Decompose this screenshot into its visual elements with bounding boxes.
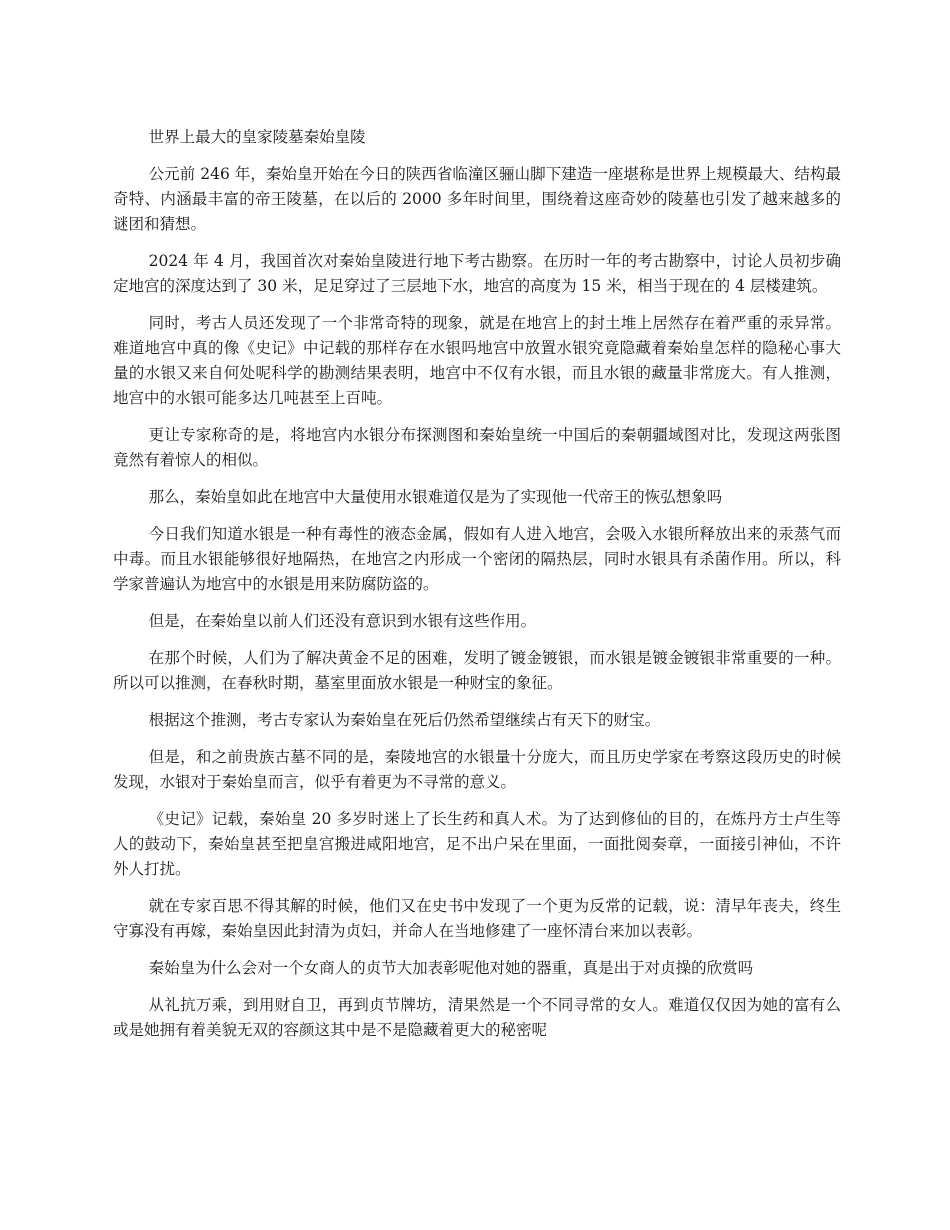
paragraph: 根据这个推测，考古专家认为秦始皇在死后仍然希望继续占有天下的财宝。 (148, 711, 661, 729)
paragraph: 那么，秦始皇如此在地宫中大量使用水银难道仅是为了实现他一代帝王的恢弘想象吗 (148, 488, 723, 506)
paragraph: 但是，在秦始皇以前人们还没有意识到水银有这些作用。 (148, 612, 537, 630)
paragraph: 就在专家百思不得其解的时候，他们又在史书中发现了一个更为反常的记载，说：清早年丧夫，终生守寡没有再嫁，秦始皇因此封清为贞妇，并命人在当地修建了一座怀清台来加以表彰。 (113, 897, 841, 940)
document-title: 世界上最大的皇家陵墓秦始皇陵 (148, 128, 366, 146)
paragraph: 同时，考古人员还发现了一个非常奇特的现象，就是在地宫上的封土堆上居然存在着严重的汞异常。难道地宫中真的像《史记》中记载的那样存在水银吗地宫中放置水银究竟隐藏着秦始皇怎样的隐秘心事大量的水银又来自何处呢科学的勘测结果表明，地宫中不仅有水银，而且水银的藏量非常庞大。有人推测，地宫中的水银可能多达几吨甚至上百吨。 (113, 314, 841, 407)
paragraph: 但是，和之前贵族古墓不同的是，秦陵地宫的水银量十分庞大，而且历史学家在考察这段历史的时候发现，水银对于秦始皇而言，似乎有着更为不寻常的意义。 (113, 748, 841, 791)
paragraph: 在那个时候，人们为了解决黄金不足的困难，发明了镀金镀银，而水银是镀金镀银非常重要的一种。所以可以推测，在春秋时期，墓室里面放水银是一种财宝的象征。 (113, 649, 841, 692)
document-body (113, 125, 841, 1055)
paragraph: 秦始皇为什么会对一个女商人的贞节大加表彰呢他对她的器重，真是出于对贞操的欣赏吗 (148, 959, 754, 977)
paragraph: 更让专家称奇的是，将地宫内水银分布探测图和秦始皇统一中国后的秦朝疆域图对比，发现这两张图竟然有着惊人的相似。 (113, 426, 841, 469)
paragraph: 2024 年 4 月，我国首次对秦始皇陵进行地下考古勘察。在历时一年的考古勘察中，讨论人员初步确定地宫的深度达到了 30 米，足足穿过了三层地下水，地宫的高度为 15 米，相当于现在的 4 层楼建筑。 (113, 252, 841, 295)
paragraph: 《史记》记载，秦始皇 20 多岁时迷上了长生药和真人术。为了达到修仙的目的，在炼丹方士卢生等人的鼓动下，秦始皇甚至把皇宫搬进咸阳地宫，足不出户呆在里面，一面批阅奏章，一面接引神仙，不许外人打扰。 (113, 810, 841, 878)
paragraph: 今日我们知道水银是一种有毒性的液态金属，假如有人进入地宫，会吸入水银所释放出来的汞蒸气而中毒。而且水银能够很好地隔热，在地宫之内形成一个密闭的隔热层，同时水银具有杀菌作用。所以，科学家普遍认为地宫中的水银是用来防腐防盗的。 (113, 525, 841, 593)
paragraph: 公元前 246 年，秦始皇开始在今日的陕西省临潼区骊山脚下建造一座堪称是世界上规模最大、结构最奇特、内涵最丰富的帝王陵墓，在以后的 2000 多年时间里，围绕着这座奇妙的陵墓也引发了越来越多的谜团和猜想。 (113, 165, 841, 233)
paragraph: 从礼抗万乘，到用财自卫，再到贞节牌坊，清果然是一个不同寻常的女人。难道仅仅因为她的富有么或是她拥有着美貌无双的容颜这其中是不是隐藏着更大的秘密呢 (113, 996, 841, 1039)
